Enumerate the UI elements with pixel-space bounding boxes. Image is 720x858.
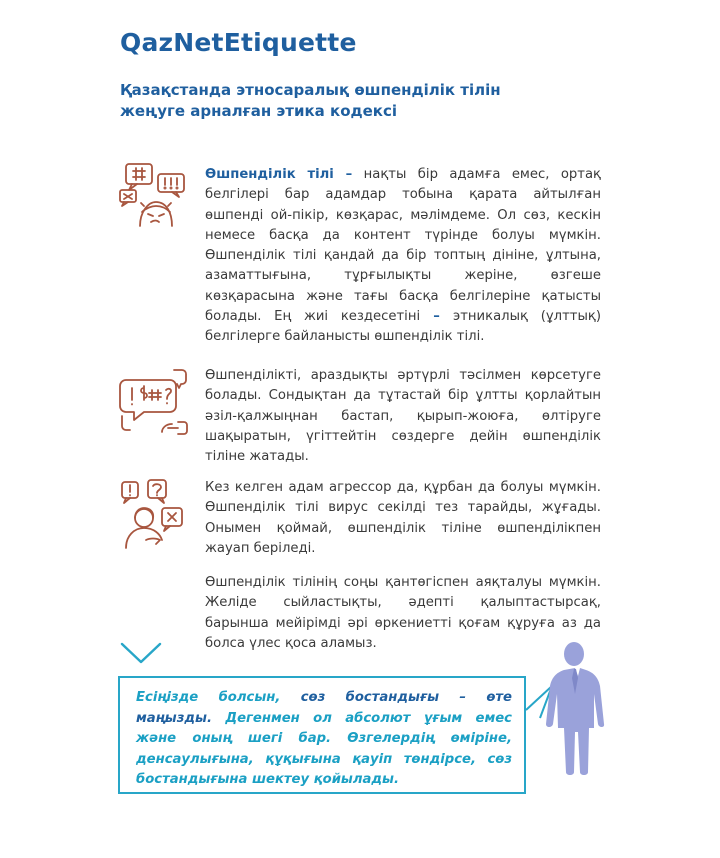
reminder-body: Дегенмен ол абсолют ұғым емес және оның шегі бар. Өзгелердің өміріне, денсаулығына, құқығына қауіп төндірсе, сөз бостандығына шектеу қойылады. (136, 710, 512, 787)
paragraph-text: нақты бір адамға емес, ортақ белгілері бар адамдар тобына қарата айтылған өшпенді ой-пікір, көзқарас, мәлімдеме. Ол сөз, кескін немесе басқа да контент түрінде болуы мүмкін. Өшпенділік тілі қандай да бір топтың дініне, ұлтына, азаматтығына, тұрғылықты жеріне, өзгеше көзқарасына және тағы басқа белгілеріне қатысты болады. Ең жиі кездесетіні (205, 167, 601, 325)
confused-person-icon (118, 478, 190, 550)
standing-man-figure (512, 636, 622, 778)
term-dash: – (420, 309, 454, 325)
swearing-speech-bubbles-icon (118, 366, 190, 438)
page-subtitle: Қазақстанда этносаралық өшпенділік тілін жеңуге арналған этика кодексі (120, 81, 501, 120)
hate-speech-faces-icon (118, 160, 190, 232)
paragraph-aggressor-victim: Кез келген адам агрессор да, құрбан да болуы мүмкін. Өшпенділік тілі вирус секілді тез тарайды, жұғады. Онымен қоймай, өшпенділік тіліне өшпенділікпен жауап беріледі. (205, 480, 601, 556)
chevron-down-icon (118, 640, 164, 666)
reminder-emphasis: сөз бостандығы – өте маңызды. (136, 690, 512, 726)
paragraph-forms-of-hate: Өшпенділікті, араздықты әртүрлі тәсілмен көрсетуге болады. Сондықтан да тұтастай бір ұлтты қорлайтын әзіл-қалжыңнан бастап, қырып-жоюға, өлтіруге шақыратын, үгіттейтін сөздерге дейін өшпенділік тіліне жатады. (205, 368, 601, 465)
reminder-box (118, 676, 526, 794)
reminder-intro: Есіңізде болсын, (136, 690, 301, 705)
paragraph-hate-speech-definition (205, 165, 601, 348)
term-hate-speech: Өшпенділік тілі – (205, 167, 353, 182)
reminder-text (136, 688, 512, 791)
paragraph-consequences: Өшпенділік тілінің соңы қантөгіспен аяқталуы мүмкін. Желіде сыйластықты, әдепті қалыптастырсақ, барынша мейірімді әрі өркениетті қоғам құруға аз да болса үлес қоса аламыз. (205, 575, 601, 651)
paragraph-text: этникалық (ұлттық) белгілерге байланысты өшпенділік тілі. (205, 309, 601, 345)
brand-title: QazNetEtiquette (120, 28, 357, 57)
